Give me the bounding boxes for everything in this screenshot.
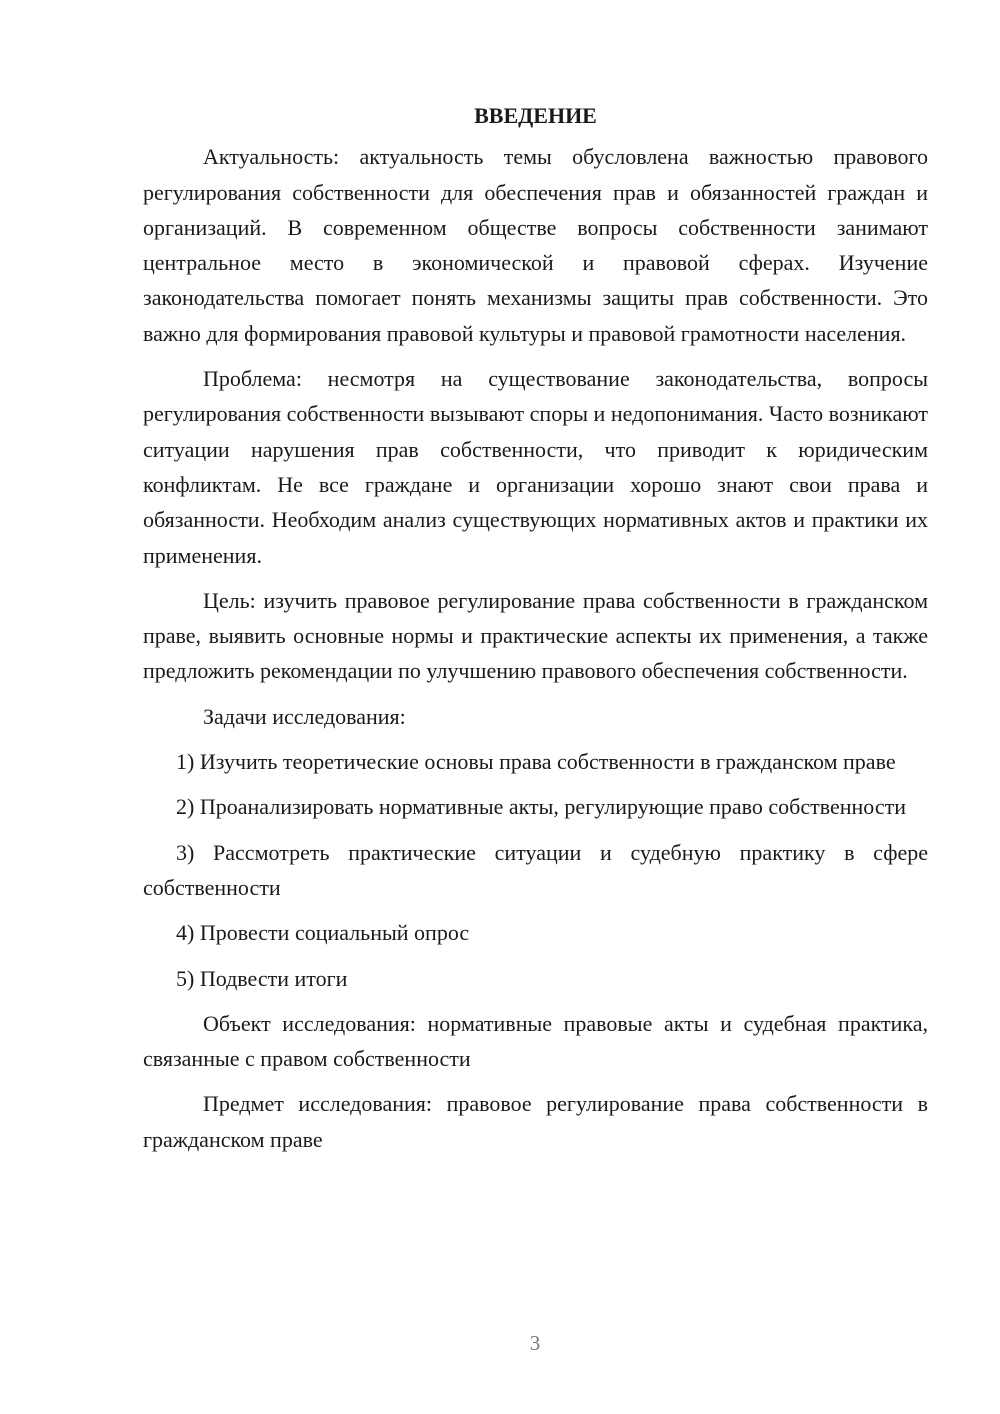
relevance-paragraph: Актуальность: актуальность темы обусловлена важностью правового регулирования собственности для обеспечения прав и обязанностей граждан и организаций. В современном обществе вопросы собственности занимают центральное место в экономической и правовой сферах. Изучение законодательства помогает понять механизмы защиты прав собственности. Это важно для формирования правовой культуры и правовой грамотности населения.: [143, 144, 928, 346]
task-item-2: 2) Проанализировать нормативные акты, регулирующие право собственности: [176, 794, 907, 820]
subject-paragraph: Предмет исследования: правовое регулирование права собственности в гражданском праве: [143, 1091, 928, 1152]
section-heading: ВВЕДЕНИЕ: [474, 103, 597, 128]
document-body: [143, 98, 928, 1167]
object-paragraph: Объект исследования: нормативные правовые акты и судебная практика, связанные с правом собственности: [143, 1010, 928, 1072]
page-number: 3: [529, 1331, 541, 1355]
goal-paragraph: Цель: изучить правовое регулирование права собственности в гражданском праве, выявить основные нормы и практические аспекты их применения, а также предложить рекомендации по улучшению правового обеспечения собственности.: [143, 587, 928, 684]
task-item-1: 1) Изучить теоретические основы права собственности в гражданском праве: [176, 749, 896, 775]
tasks-intro: Задачи исследования:: [203, 703, 406, 729]
task-item-3: 3) Рассмотреть практические ситуации и судебную практику в сфере собственности: [143, 839, 928, 900]
problem-paragraph: Проблема: несмотря на существование законодательства, вопросы регулирования собственности вызывают споры и недопонимания. Часто возникают ситуации нарушения прав собственности, что приводит к юридическим конфликтам. Не все граждане и организации хорошо знают свои права и обязанности. Необходим анализ существующих нормативных актов и практики их применения.: [143, 366, 928, 568]
task-item-5: 5) Подвести итоги: [176, 965, 348, 991]
task-item-4: 4) Провести социальный опрос: [176, 920, 470, 946]
